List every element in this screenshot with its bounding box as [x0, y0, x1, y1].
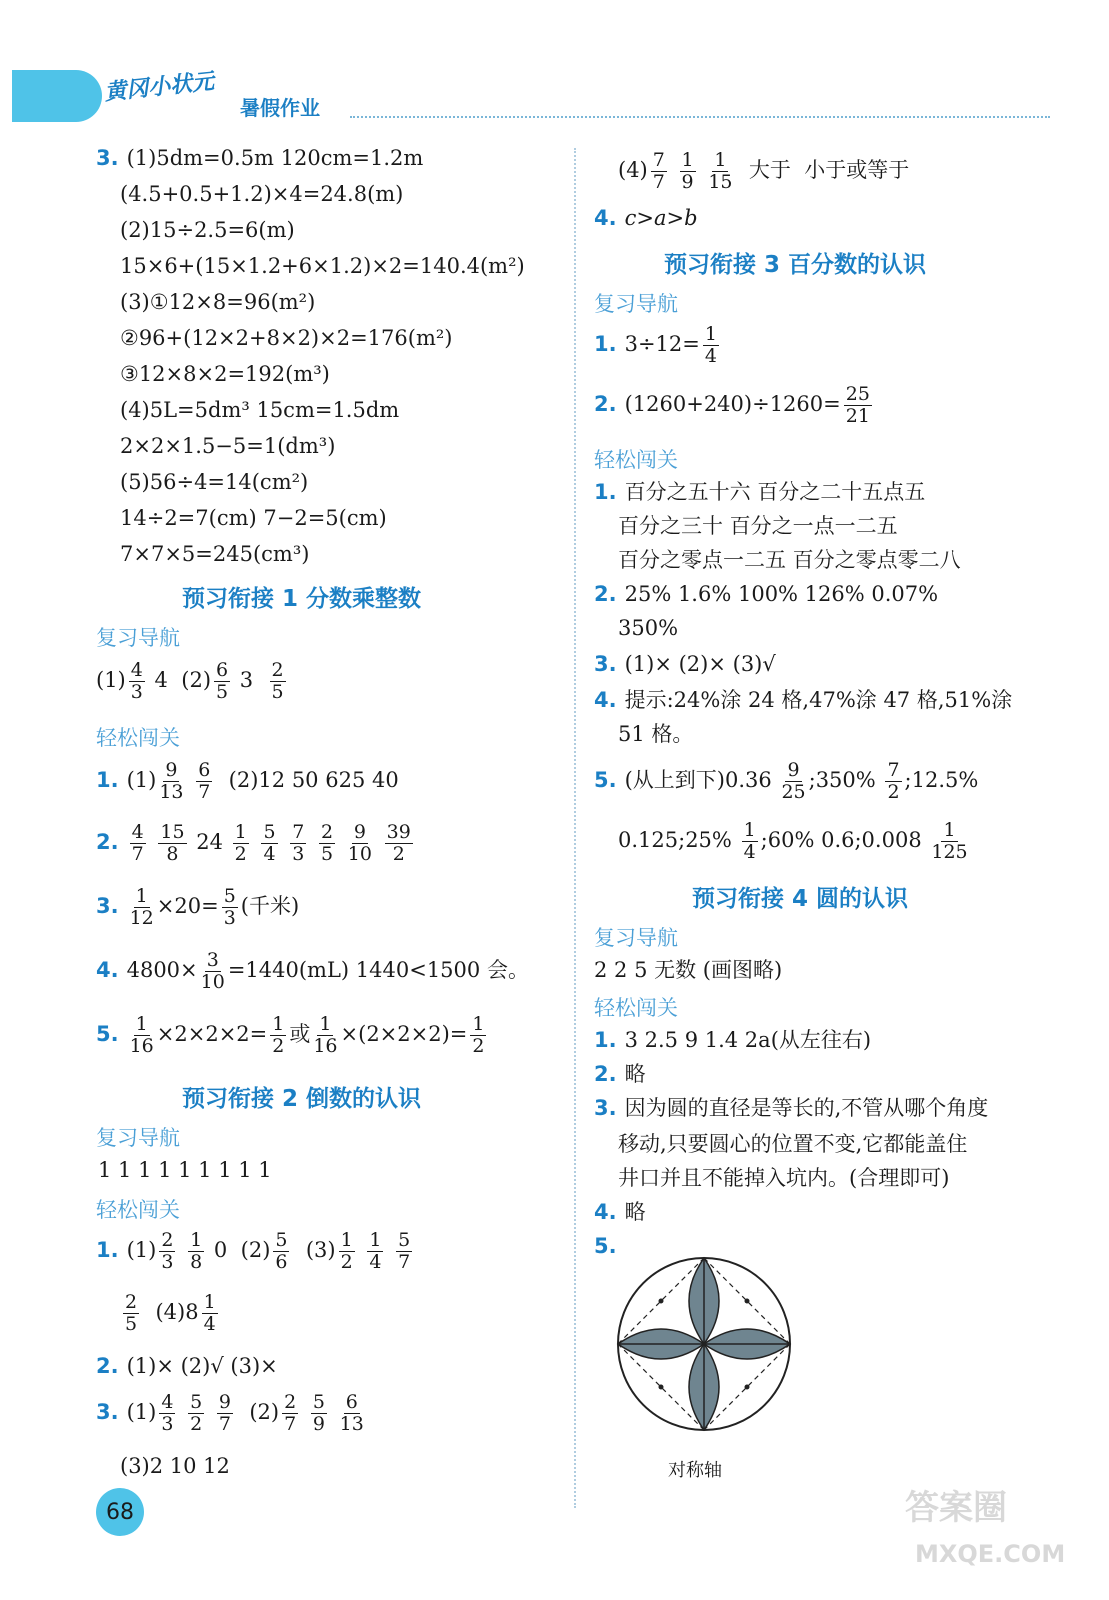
answer-line: 1. 百分之五十六 百分之二十五点五	[594, 480, 926, 504]
answer-line: 3. (1) $\frac{4}{3}$ $\frac{5}{2}$ $\frac{9}{7}$ (2) $\frac{2}{7}$ $\frac{5}{9}$ $\frac{6}{13}$	[96, 1391, 364, 1435]
page-number: 68	[96, 1488, 144, 1536]
answer-line: 2. 25% 1.6% 100% 126% 0.07%	[594, 582, 939, 606]
answer-line: 2. 略	[594, 1062, 646, 1086]
answer-line: (4)5L=5dm³ 15cm=1.5dm	[120, 398, 400, 422]
subsection-heading: 复习导航	[96, 626, 180, 650]
answer-line: 5. (从上到下)0.36 $\frac{9}{25}$ ;350% $\frac{7}{2}$ ;12.5%	[594, 759, 979, 803]
answer-line: (4.5+0.5+1.2)×4=24.8(m)	[120, 182, 404, 206]
answer-line: (1) $\frac{4}{3}$ 4 (2) $\frac{6}{5}$ 3 $\frac{2}{5}$	[96, 659, 284, 703]
answer-line: ③12×8×2=192(m³)	[120, 362, 330, 386]
answer-line: 350%	[618, 616, 679, 640]
subsection-heading: 复习导航	[594, 292, 678, 316]
section-title: 预习衔接 4 圆的认识	[692, 886, 909, 912]
answer-line: 2. (1260+240)÷1260= $\frac{25}{21}$	[594, 383, 870, 427]
answer-line: 5. $\frac{1}{16}$ ×2×2×2= $\frac{1}{2}$ 或 $\frac{1}{16}$ ×(2×2×2)= $\frac{1}{2}$	[96, 1013, 485, 1057]
answer-line: $\frac{2}{5}$ (4)8 $\frac{1}{4}$	[125, 1291, 216, 1335]
answer-line: 1. 3 2.5 9 1.4 2a(从左往右)	[594, 1028, 872, 1052]
answer-line: 51 格。	[618, 722, 694, 746]
answer-line: 15×6+(15×1.2+6×1.2)×2=140.4(m²)	[120, 254, 525, 278]
watermark-logo: 答案圈	[905, 1488, 1007, 1528]
answer-line: 2 2 5 无数 (画图略)	[594, 958, 783, 982]
answer-line: 2×2×1.5−5=1(dm³)	[120, 434, 336, 458]
answer-line: 3. (1)× (2)× (3)√	[594, 652, 776, 676]
answer-line: 2. (1)× (2)√ (3)×	[96, 1354, 278, 1378]
answer-line: 百分之零点一二五 百分之零点零二八	[618, 548, 961, 572]
subsection-heading: 轻松闯关	[594, 996, 678, 1020]
subsection-heading: 轻松闯关	[96, 1198, 180, 1222]
answer-line: 井口并且不能掉入坑内。(合理即可)	[618, 1166, 950, 1190]
axis-caption: 对称轴	[668, 1460, 722, 1481]
watermark-url: MXQE.COM	[915, 1540, 1066, 1568]
subsection-heading: 复习导航	[594, 926, 678, 950]
circle-figure	[612, 1252, 796, 1436]
header-subtitle: 暑假作业	[240, 96, 320, 120]
answer-line: 3. 因为圆的直径是等长的,不管从哪个角度	[594, 1096, 989, 1120]
answer-line: (3)①12×8=96(m²)	[120, 290, 316, 314]
answer-line: 1. 3÷12= $\frac{1}{4}$	[594, 323, 717, 367]
subsection-heading: 轻松闯关	[594, 448, 678, 472]
section-title: 预习衔接 2 倒数的认识	[182, 1086, 422, 1112]
answer-line: 1. (1) $\frac{2}{3}$ $\frac{1}{8}$ 0 (2) $\frac{5}{6}$ (3) $\frac{1}{2}$ $\frac{1}{4}$ $\frac{5}{7}$	[96, 1229, 411, 1273]
answer-line: (5)56÷4=14(cm²)	[120, 470, 309, 494]
answer-line: 4. 略	[594, 1200, 646, 1224]
answer-line: (2)15÷2.5=6(m)	[120, 218, 295, 242]
header-band	[12, 70, 102, 122]
subsection-heading: 轻松闯关	[96, 726, 180, 750]
answer-line: 1. (1) $\frac{9}{13}$ $\frac{6}{7}$ (2)12 50 625 40	[96, 759, 399, 803]
header-rule	[350, 116, 1050, 118]
answer-line: (3)2 10 12	[120, 1454, 230, 1478]
answer-line: ②96+(12×2+8×2)×2=176(m²)	[120, 326, 453, 350]
answer-line: 3. (1)5dm=0.5m 120cm=1.2m	[96, 146, 424, 170]
section-title: 预习衔接 3 百分数的认识	[664, 252, 927, 278]
section-title: 预习衔接 1 分数乘整数	[182, 586, 422, 612]
answer-line: 7×7×5=245(cm³)	[120, 542, 310, 566]
answer-line: 0.125;25% $\frac{1}{4}$ ;60% 0.6;0.008 $\frac{1}{125}$	[618, 819, 968, 863]
answer-line: 百分之三十 百分之一点一二五	[618, 514, 898, 538]
answer-line: 4. c>a>b	[594, 206, 698, 230]
answer-line: 14÷2=7(cm) 7−2=5(cm)	[120, 506, 387, 530]
answer-line: 4. 4800× $\frac{3}{10}$ =1440(mL) 1440<1500 会。	[96, 949, 529, 993]
answer-line: 5.	[594, 1234, 617, 1258]
answer-line: 4. 提示:24%涂 24 格,47%涂 47 格,51%涂	[594, 688, 1013, 712]
brand-logo: 黄冈小状元	[103, 69, 216, 106]
answer-line: 2. $\frac{4}{7}$ $\frac{15}{8}$ 24 $\frac{1}{2}$ $\frac{5}{4}$ $\frac{7}{3}$ $\frac{2}{5}$ $\frac{9}{10}$ $\frac{39}{2}$	[96, 821, 411, 865]
subsection-heading: 复习导航	[96, 1126, 180, 1150]
answer-line: 1 1 1 1 1 1 1 1 1	[98, 1158, 272, 1182]
column-divider	[574, 148, 576, 1508]
answer-line: 3. $\frac{1}{12}$ ×20= $\frac{5}{3}$ (千米)	[96, 885, 300, 929]
answer-line: 移动,只要圆心的位置不变,它都能盖住	[618, 1132, 968, 1156]
answer-line: (4) $\frac{7}{7}$ $\frac{1}{9}$ $\frac{1}{15}$ 大于 小于或等于	[618, 149, 910, 193]
